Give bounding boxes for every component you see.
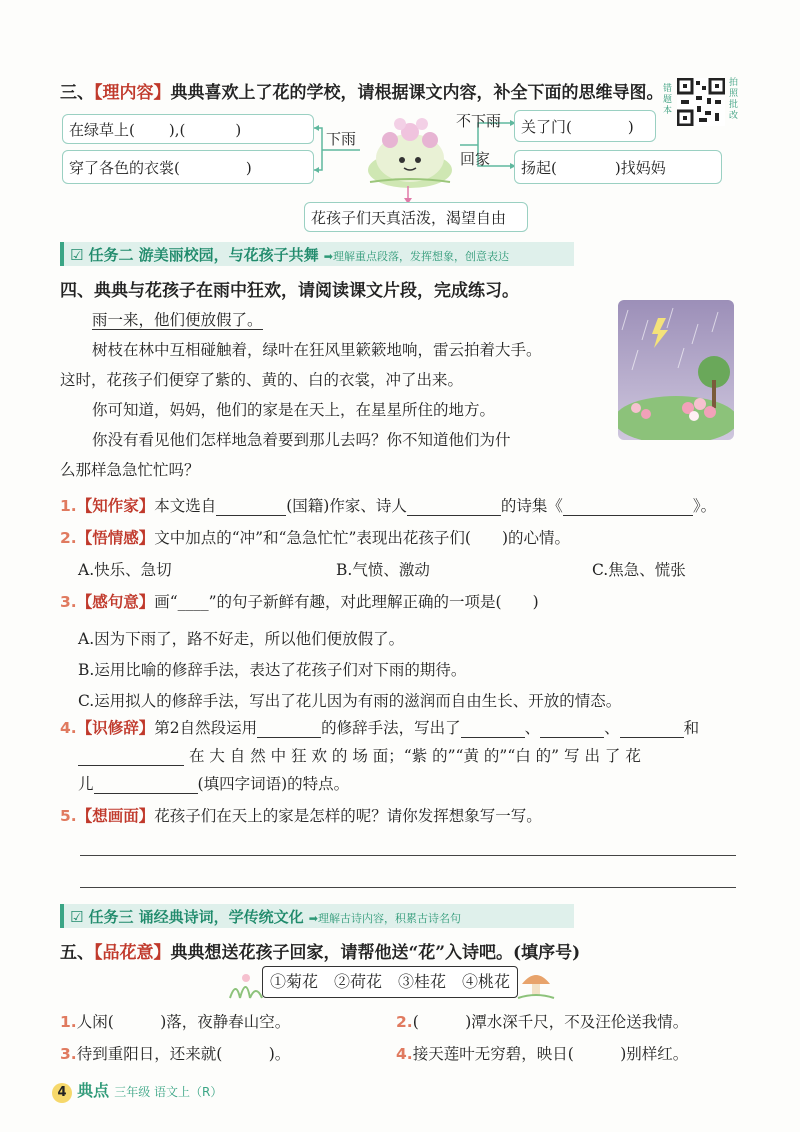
rain-storm-illustration: [618, 300, 734, 440]
q2-option-b[interactable]: B.气愤、激动: [336, 561, 430, 579]
q2-option-c[interactable]: C.焦急、慌张: [592, 561, 686, 579]
brand-logo: 典点: [77, 1081, 110, 1100]
question-5: 5.【想画面】花孩子们在天上的家是怎样的呢？请你发挥想象写一写。: [60, 806, 542, 825]
page-number: 4: [52, 1083, 72, 1103]
passage: 雨一来，他们便放假了。 树枝在林中互相碰触着，绿叶在狂风里簌簌地响，雷云拍着大手。 这时，花孩子们便穿了紫的、黄的、白的衣裳，冲了出来。 你可知道，妈妈，他们的家是在天上，在星星所住的地方。 你没有看见他们怎样地急着要到那儿去吗？你不知道他们为什 么那样急急忙忙吗？: [60, 311, 542, 479]
poem-item-1: 1.人闲( )落，夜静春山空。: [60, 1013, 291, 1031]
q4-blank-6[interactable]: [94, 793, 198, 794]
qr-label-right: 拍照批改: [729, 78, 739, 121]
question-4: 4.【识修辞】第2自然段运用 的修辞手法，写出了 、 、 和: [60, 718, 700, 737]
question-4-line2: 在 大 自 然 中 狂 欢 的 场 面；“紫 的”“黄 的”“白 的” 写 出 了 花: [78, 744, 641, 766]
mindmap-box-1: 在绿草上( ),( ): [62, 114, 314, 144]
q1-blank-1[interactable]: [216, 515, 286, 516]
mindmap-box-bottom: 花孩子们天真活泼，渴望自由: [304, 202, 528, 232]
q3-option-c[interactable]: C.运用拟人的修辞手法，写出了花儿因为有雨的滋润而自由生长、开放的情态。: [78, 692, 622, 710]
mushroom-icon: [516, 966, 556, 1000]
label-go-home: 回家: [460, 150, 491, 168]
q1-blank-2[interactable]: [407, 515, 501, 516]
q1-blank-3[interactable]: [563, 515, 693, 516]
mindmap-box-4: 扬起( )找妈妈: [514, 150, 722, 184]
qr-block[interactable]: [663, 78, 741, 130]
q4-blank-1[interactable]: [257, 737, 321, 738]
flower-options-banner: [226, 966, 556, 1000]
mindmap-box-3: 关了门( ): [514, 110, 656, 142]
q4-blank-5[interactable]: [78, 765, 184, 766]
q3-option-b[interactable]: B.运用比喻的修辞手法，表达了花孩子们对下雨的期待。: [78, 661, 467, 679]
label-no-rain: 不下雨: [456, 112, 502, 130]
question-3: 3.【感句意】画“____”的句子新鲜有趣，对此理解正确的一项是( ): [60, 592, 539, 611]
question-2: 2.【悟情感】文中加点的“冲”和“急急忙忙”表现出花孩子们( )的心情。: [60, 528, 570, 547]
q2-option-a[interactable]: A.快乐、急切: [78, 561, 172, 579]
answer-line-2[interactable]: [80, 886, 736, 888]
q3-option-a[interactable]: A.因为下雨了，路不好走，所以他们便放假了。: [78, 630, 405, 648]
poem-item-2: 2.( )潭水深千尺，不及汪伦送我情。: [396, 1013, 689, 1031]
flower-list: ①菊花 ②荷花 ③桂花 ④桃花: [262, 966, 518, 998]
section4-heading: 四、典典与花孩子在雨中狂欢，请阅读课文片段，完成练习。: [60, 281, 519, 301]
q4-blank-2[interactable]: [461, 737, 525, 738]
label-rain: 下雨: [326, 130, 357, 148]
question-1: 1.【知作家】本文选自 (国籍)作家、诗人 的诗集《 》。: [60, 496, 717, 515]
qr-label-left: 错题本: [663, 84, 673, 116]
qr-code-icon[interactable]: [677, 78, 725, 126]
task3-bar: ☑ 任务三 诵经典诗词，学传统文化 ➡理解古诗内容，积累古诗名句: [60, 904, 574, 928]
section3-heading: 三、【理内容】典典喜欢上了花的学校，请根据课文内容，补全下面的思维导图。: [60, 83, 664, 103]
checkbox-icon: ☑: [70, 246, 84, 264]
question-3-options: [78, 624, 621, 717]
footer-grade: 三年级 语文上（R）: [114, 1085, 223, 1099]
poem-item-3: 3.待到重阳日，还来就( )。: [60, 1045, 291, 1063]
checkbox-icon: ☑: [70, 908, 84, 926]
poem-item-4: 4.接天莲叶无穷碧，映日( )别样红。: [396, 1045, 689, 1063]
mindmap-box-2: 穿了各色的衣裳( ): [62, 150, 314, 184]
flower-bush-illustration: [360, 110, 460, 190]
footer: [52, 1078, 222, 1103]
answer-line-1[interactable]: [80, 854, 736, 856]
question-4-line3: 儿 (填四字词语)的特点。: [78, 775, 350, 793]
q4-blank-3[interactable]: [540, 737, 604, 738]
q4-blank-4[interactable]: [620, 737, 684, 738]
underlined-sentence: 雨一来，他们便放假了。: [92, 311, 263, 329]
section5-heading: 五、【品花意】典典想送花孩子回家，请帮他送“花”入诗吧。(填序号): [60, 943, 581, 963]
grass-left-icon: [226, 970, 266, 1000]
task2-bar: ☑ 任务二 游美丽校园，与花孩子共舞 ➡理解重点段落，发挥想象，创意表达: [60, 242, 574, 266]
